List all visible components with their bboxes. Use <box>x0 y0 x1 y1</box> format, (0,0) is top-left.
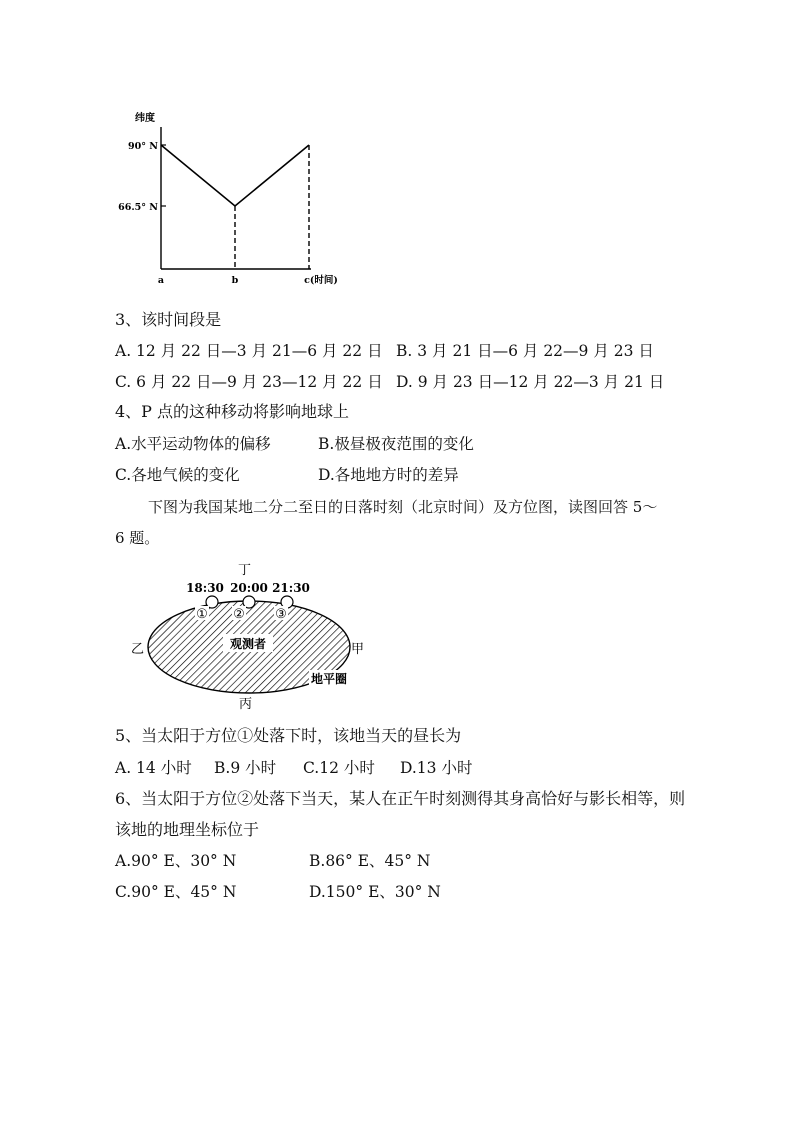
q5-option-a: A. 14 小时 <box>115 759 192 777</box>
observer-label: 观测者 <box>229 637 267 651</box>
y-tick-label: 66.5° N <box>118 202 158 213</box>
direction-bottom: 丙 <box>239 697 253 712</box>
y-tick-label: 90° N <box>128 141 158 152</box>
y-axis-label: 纬度 <box>135 113 155 124</box>
direction-right: 甲 <box>351 642 365 657</box>
position-marker-1: ① <box>196 607 208 622</box>
q3-option-d: D. 9 月 23 日—12 月 22—3 月 21 日 <box>396 373 665 391</box>
q3-option-c: C. 6 月 22 日—9 月 23—12 月 22 日 <box>115 373 383 391</box>
q3-stem: 3、该时间段是 <box>115 310 222 329</box>
sunset-azimuth-diagram <box>125 558 375 710</box>
q5-option-d: D.13 小时 <box>400 759 473 777</box>
q5-stem: 5、当太阳于方位①处落下时，该地当天的昼长为 <box>115 726 462 745</box>
latitude-line <box>161 145 309 206</box>
q3-option-b: B. 3 月 21 日—6 月 22—9 月 23 日 <box>396 342 654 360</box>
sunset-time-3: 21:30 <box>272 581 310 595</box>
q4-stem: 4、P 点的这种移动将影响地球上 <box>115 402 350 421</box>
q6-stem-line-2: 该地的地理坐标位于 <box>115 820 260 839</box>
q3-option-a: A. 12 月 22 日—3 月 21—6 月 22 日 <box>115 342 383 360</box>
latitude-time-chart <box>118 105 355 290</box>
sunset-time-2: 20:00 <box>230 581 268 595</box>
q6-option-d: D.150° E、30° N <box>309 883 441 901</box>
q6-option-b: B.86° E、45° N <box>309 852 431 870</box>
position-marker-2: ② <box>233 607 245 622</box>
position-marker-3: ③ <box>275 607 287 622</box>
sunset-time-1: 18:30 <box>186 581 224 595</box>
q6-option-c: C.90° E、45° N <box>115 883 237 901</box>
intro-line-2: 6 题。 <box>115 529 160 547</box>
q6-option-a: A.90° E、30° N <box>115 852 237 870</box>
q6-stem-line-1: 6、当太阳于方位②处落下当天，某人在正午时刻测得其身高恰好与影长相等，则 <box>115 789 686 808</box>
q4-option-d: D.各地地方时的差异 <box>318 466 459 484</box>
x-tick-label: a <box>157 275 165 286</box>
direction-top: 丁 <box>238 563 252 578</box>
horizon-label: 地平圈 <box>311 672 348 686</box>
direction-left: 乙 <box>131 642 145 657</box>
q4-option-c: C.各地气候的变化 <box>115 466 240 484</box>
intro-line-1: 下图为我国某地二分二至日的日落时刻（北京时间）及方位图，读图回答 5～ <box>148 498 658 516</box>
q4-option-a: A.水平运动物体的偏移 <box>115 435 271 453</box>
q5-option-b: B.9 小时 <box>214 759 277 777</box>
x-tick-label: b <box>231 275 239 286</box>
q5-option-c: C.12 小时 <box>303 759 375 777</box>
q4-option-b: B.极昼极夜范围的变化 <box>318 435 474 453</box>
x-tick-label: c(时间) <box>304 275 338 286</box>
